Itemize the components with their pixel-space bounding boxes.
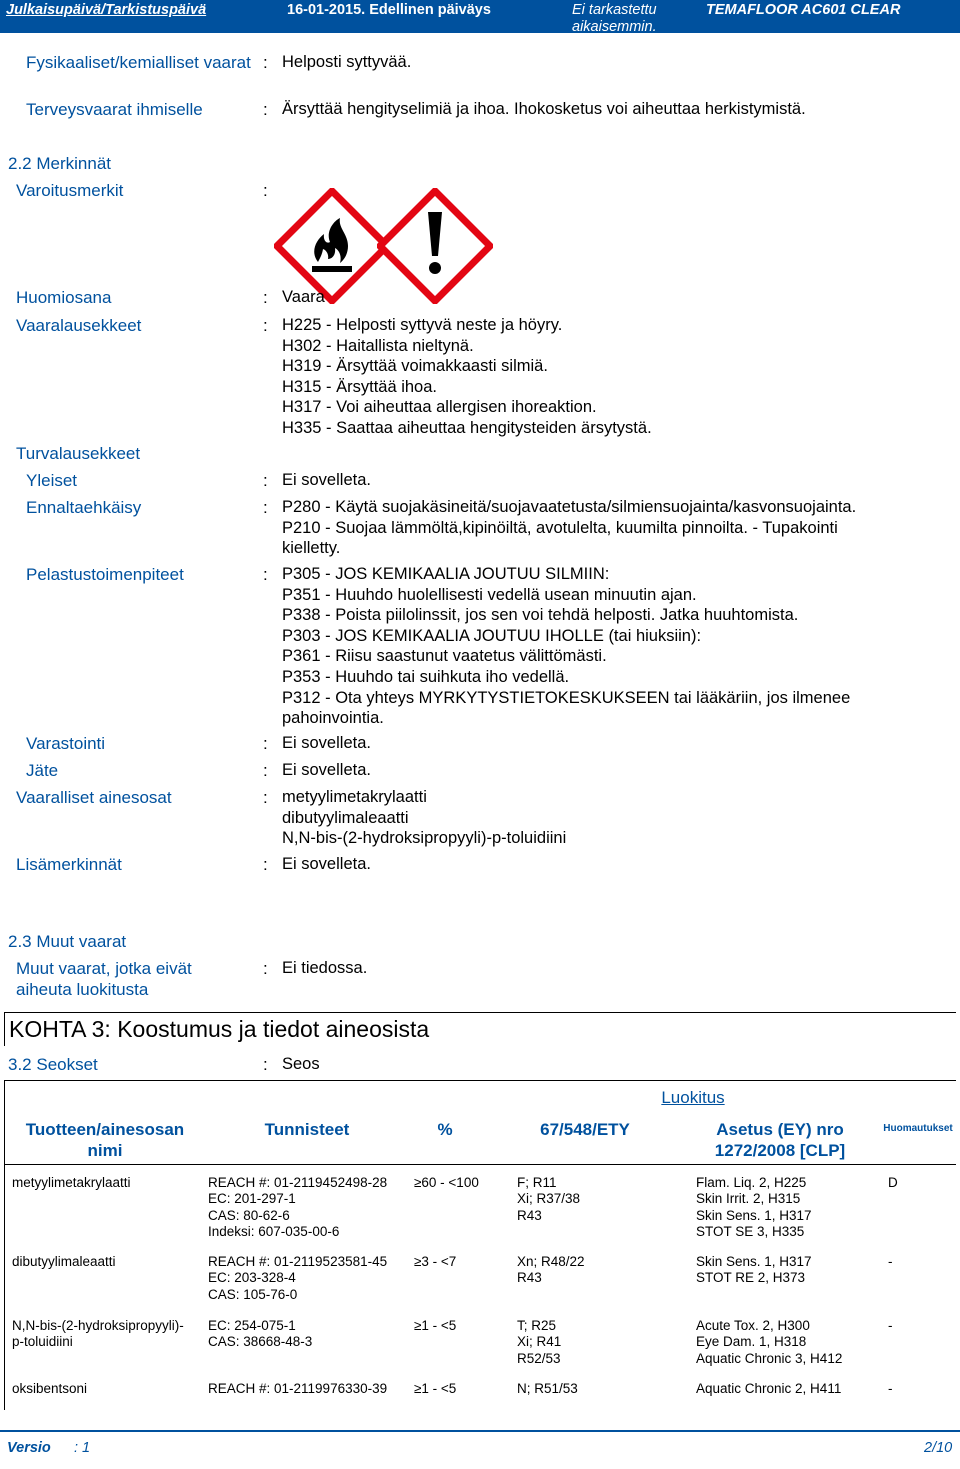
notes-cell: D (888, 1175, 898, 1190)
percent-cell: ≥1 - <5 (414, 1318, 457, 1333)
signal-word-value: Vaara (282, 288, 325, 306)
ingredient-name: dibutyylimaleaatti (282, 808, 409, 827)
date-label: Julkaisupäivä/Tarkistuspäivä (6, 2, 207, 18)
hazard-statement: H302 - Haitallista nieltynä. (282, 336, 474, 355)
prevention-label: Ennaltaehkäisy (26, 498, 142, 517)
response-statement: pahoinvointia. (282, 709, 384, 728)
ingredient-name-cell: N,N-bis-(2-hydroksipropyyli)- p-toluidiini (12, 1318, 184, 1350)
prevention-list (282, 497, 942, 559)
section-title-2-3: 2.3 Muut vaarat (8, 932, 127, 951)
date-value: 16-01-2015. Edellinen päiväys (287, 2, 491, 18)
column-header-percent: % (437, 1120, 453, 1139)
version-value: : 1 (74, 1440, 91, 1456)
hazard-statement: H317 - Voi aiheuttaa allergisen ihoreaktion. (282, 398, 597, 417)
mixtures-value: Seos (282, 1055, 320, 1073)
warning-signs-label: Varoitusmerkit (16, 181, 124, 200)
other-hazards-value: Ei tiedossa. (282, 959, 368, 977)
hazard-statement: H315 - Ärsyttää ihoa. (282, 377, 437, 396)
waste-label: Jäte (26, 761, 59, 780)
storage-value: Ei sovelleta. (282, 734, 371, 752)
product-name: TEMAFLOOR AC601 CLEAR (706, 2, 901, 18)
clp-cell: Flam. Liq. 2, H225 Skin Irrit. 2, H315 Skin Sens. 1, H317 STOT SE 3, H335 (696, 1175, 812, 1240)
response-statement: P303 - JOS KEMIKAALIA JOUTUU IHOLLE (tai hiuksiin): (282, 626, 702, 645)
health-hazards-value: Ärsyttää hengityselimiä ja ihoa. Ihokosketus voi aiheuttaa herkistymistä. (282, 100, 806, 118)
classification-group-header: Luokitus (661, 1088, 725, 1107)
other-hazards-label-line1: Muut vaarat, jotka eivät (16, 959, 192, 978)
document-header (0, 0, 960, 33)
directive-cell: F; R11 Xi; R37/38 R43 (517, 1175, 581, 1223)
health-hazards-label: Terveysvaarat ihmiselle (26, 100, 203, 119)
physical-hazards-value: Helposti syttyvää. (282, 53, 412, 71)
prevention-statement: kielletty. (282, 539, 341, 558)
identifiers-cell: REACH #: 01-2119452498-28 EC: 201-297-1 CAS: 80-62-6 Indeksi: 607-035-00-6 (208, 1175, 388, 1240)
clp-cell: Aquatic Chronic 2, H411 (696, 1381, 842, 1396)
directive-cell: T; R25 Xi; R41 R52/53 (517, 1318, 562, 1366)
section-title-2-2: 2.2 Merkinnät (8, 154, 111, 173)
hazardous-ingredients-label: Vaaralliset ainesosat (16, 788, 172, 807)
percent-cell: ≥1 - <5 (414, 1381, 457, 1396)
column-header-notes: Huomautukset (883, 1123, 953, 1134)
additional-label: Lisämerkinnät (16, 855, 122, 874)
other-hazards-label-line2: aiheuta luokitusta (16, 980, 149, 999)
section-title-3: KOHTA 3: Koostumus ja tiedot aineosista (4, 1012, 956, 1046)
percent-cell: ≥3 - <7 (414, 1254, 457, 1269)
hazard-statements-list (282, 315, 942, 439)
waste-value: Ei sovelleta. (282, 761, 371, 779)
response-list (282, 564, 942, 729)
notes-cell: - (888, 1254, 893, 1269)
prevention-statement: P210 - Suojaa lämmöltä,kipinöiltä, avotulelta, kuumilta pinnoilta. - Tupakointi (282, 518, 838, 537)
version-label: Versio (7, 1440, 51, 1456)
general-label: Yleiset (26, 471, 78, 490)
response-label: Pelastustoimenpiteet (26, 565, 184, 584)
precautionary-label: Turvalausekkeet (16, 444, 141, 463)
hazard-statement: H225 - Helposti syttyvä neste ja höyry. (282, 316, 563, 334)
storage-label: Varastointi (26, 734, 106, 753)
hazard-statement: H335 - Saattaa aiheuttaa hengitysteiden ärsytystä. (282, 418, 652, 437)
notes-cell: - (888, 1381, 893, 1396)
ingredient-name-cell: oksibentsoni (12, 1381, 88, 1396)
clp-cell: Skin Sens. 1, H317 STOT RE 2, H373 (696, 1254, 812, 1286)
directive-cell: Xn; R48/22 R43 (517, 1254, 585, 1286)
hazardous-ingredients-list (282, 787, 942, 849)
percent-cell: ≥60 - <100 (414, 1175, 479, 1190)
page-footer (0, 1430, 960, 1469)
column-header-clp: Asetus (EY) nro 1272/2008 [CLP] (714, 1120, 846, 1160)
response-statement: P305 - JOS KEMIKAALIA JOUTUU SILMIIN: (282, 565, 610, 583)
identifiers-cell: EC: 254-075-1 CAS: 38668-48-3 (208, 1318, 313, 1350)
general-value: Ei sovelleta. (282, 471, 371, 489)
response-statement: P353 - Huuhdo tai suihkuta iho vedellä. (282, 667, 570, 686)
identifiers-cell: REACH #: 01-2119523581-45 EC: 203-328-4 CAS: 105-76-0 (208, 1254, 388, 1302)
column-header-name: Tuotteen/ainesosan nimi (25, 1120, 185, 1160)
response-statement: P351 - Huuhdo huolellisesti vedellä usean minuutin ajan. (282, 585, 697, 604)
page-number: 2/10 (924, 1440, 953, 1456)
signal-word-label: Huomiosana (16, 288, 112, 307)
identifiers-cell: REACH #: 01-2119976330-39 (208, 1381, 388, 1396)
hazard-statement: H319 - Ärsyttää voimakkaasti silmiä. (282, 357, 548, 376)
ingredient-name-cell: dibutyylimaleaatti (12, 1254, 116, 1269)
prevention-statement: P280 - Käytä suojakäsineitä/suojavaatetusta/silmiensuojainta/kasvonsuojainta. (282, 498, 857, 516)
ingredient-name-cell: metyylimetakrylaatti (12, 1175, 131, 1190)
additional-value: Ei sovelleta. (282, 855, 371, 873)
column-header-directive: 67/548/ETY (540, 1120, 630, 1139)
column-header-identifiers: Tunnisteet (264, 1120, 350, 1139)
response-statement: P312 - Ota yhteys MYRKYTYSTIETOKESKUKSEEN tai lääkäriin, jos ilmenee (282, 688, 851, 707)
clp-cell: Acute Tox. 2, H300 Eye Dam. 1, H318 Aquatic Chronic 3, H412 (696, 1318, 843, 1366)
response-statement: P361 - Riisu saastunut vaatetus välittömästi. (282, 647, 607, 666)
check-note: Ei tarkastettu aikaisemmin. (572, 2, 657, 35)
mixtures-label: 3.2 Seokset (8, 1055, 98, 1074)
table-header-divider (4, 1164, 956, 1165)
ingredient-name: metyylimetakrylaatti (282, 788, 427, 806)
response-statement: P338 - Poista piilolinssit, jos sen voi tehdä helposti. Jatka huuhtomista. (282, 606, 799, 625)
physical-hazards-label: Fysikaaliset/kemialliset vaarat (26, 53, 251, 72)
directive-cell: N; R51/53 (517, 1381, 578, 1396)
notes-cell: - (888, 1318, 893, 1333)
hazard-statements-label: Vaaralausekkeet (16, 316, 142, 335)
ingredient-name: N,N-bis-(2-hydroksipropyyli)-p-toluidiini (282, 829, 567, 848)
